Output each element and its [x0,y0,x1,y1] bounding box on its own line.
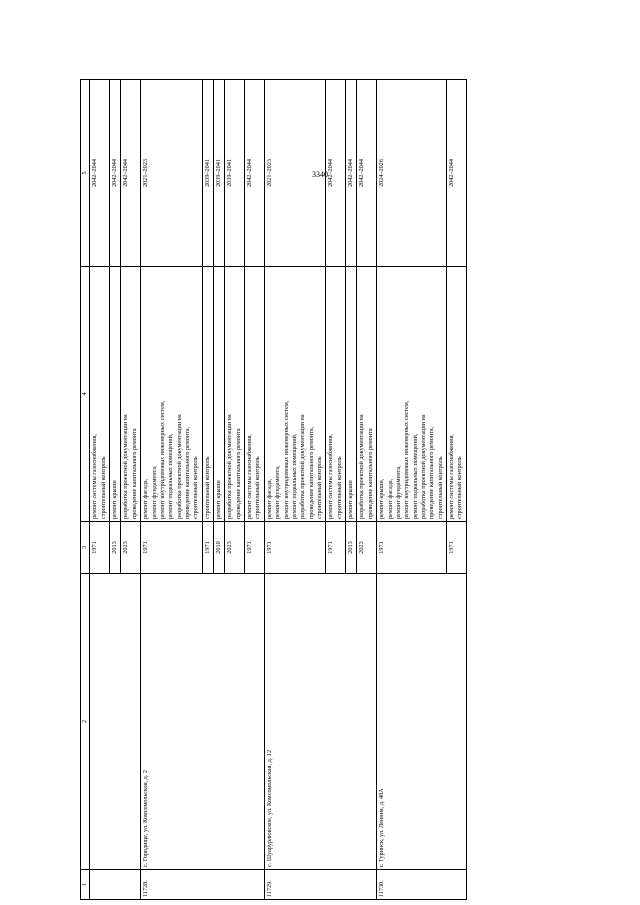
row-number: 11728. [141,870,265,900]
year-cell: 1971 [377,522,447,574]
work-item: ремонт крыши [347,480,355,519]
works-cell [202,267,213,522]
work-item: ремонт фасада, [386,478,394,519]
work-item: ремонт подвальных помещений, [411,433,419,519]
work-item: ремонт фундамента, [394,465,402,519]
row-number: 11729. [264,870,376,900]
work-item: ремонт фундамента, [150,465,158,519]
period-cell: 2042–2044 [245,80,265,267]
year-cell: 2023 [357,522,377,574]
works-cell [141,267,203,522]
building-address: с. Шуарурлювское, ул. Комсомольская, д. 12 [264,574,376,870]
building-address [90,574,141,870]
works-cell [346,267,357,522]
works-cell [225,267,245,522]
header-col-4: 4 [81,267,90,522]
row-number [90,870,141,900]
works-cell [326,267,346,522]
works-cell [121,267,141,522]
work-item: ремонт системы газоснабжения, [448,434,456,519]
work-item: ремонт крыши, [378,478,386,519]
work-item: строительный контроль [436,456,444,519]
work-item: разработка проектной документации на [175,414,183,519]
work-item: ремонт крыши [111,480,119,519]
table-row [377,80,447,900]
work-item: ремонт фасада, [265,478,273,519]
year-cell: 2013 [110,522,121,574]
work-item: проведение капитального ремонта [366,428,374,519]
year-cell: 1971 [264,522,326,574]
period-cell: 2042–2044 [346,80,357,267]
capital-repair-table [80,79,467,900]
work-item: ремонт внутридомовых инженерных систем, [158,400,166,519]
header-col-3: 3 [81,522,90,574]
work-item: проведение капитального ремонта [130,428,138,519]
work-item: разработка проектной документации на [226,414,234,519]
period-cell: 2024–2026 [377,80,447,267]
works-cell [357,267,377,522]
period-cell: 2021–2023 [264,80,326,267]
period-cell: 2042–2044 [326,80,346,267]
work-item: разработка проектной документации на [358,414,366,519]
works-cell [447,267,467,522]
work-item: ремонт внутридомовых инженерных систем, [282,400,290,519]
year-cell: 1971 [447,522,467,574]
work-item: строительный контроль [335,456,343,519]
period-cell: 2039–2041 [225,80,245,267]
header-col-2: 2 [81,574,90,870]
year-cell: 2023 [121,522,141,574]
work-item: разработка проектной документации на [299,414,307,519]
work-item: ремонт подвальных помещений, [290,433,298,519]
works-cell [214,267,225,522]
work-item: проведение капитального ремонта, [307,426,315,519]
period-cell: 2039–2041 [214,80,225,267]
table-row [141,80,203,900]
building-address: с. Городище, ул. Комсомольская, д. 2 [141,574,265,870]
work-item: строительный контроль [203,456,211,519]
rotated-table-frame [80,80,618,900]
work-item: строительный контроль [254,456,262,519]
work-item: разработка проектной документации на [122,414,130,519]
works-cell [245,267,265,522]
works-cell [264,267,326,522]
period-cell: 2042–2044 [121,80,141,267]
period-cell: 2039–2041 [202,80,213,267]
work-item: разработка проектной документации на [419,414,427,519]
header-row [81,80,90,900]
work-item: ремонт системы газоснабжения, [246,434,254,519]
work-item: ремонт внутридомовых инженерных систем, [403,400,411,519]
period-cell: 2042–2044 [357,80,377,267]
row-number: 11730. [377,870,467,900]
work-item: ремонт фасада, [142,478,150,519]
period-cell: 2042–2044 [110,80,121,267]
year-cell: 1971 [141,522,203,574]
year-cell: 1971 [326,522,346,574]
work-item: ремонт системы газоснабжения, [91,434,99,519]
work-item: строительный контроль [99,456,107,519]
year-cell: 1971 [202,522,213,574]
works-cell [90,267,110,522]
work-item: ремонт фундамента, [274,465,282,519]
building-address: г. Туринск, ул. Ленина, д. 48А [377,574,467,870]
header-col-5: 5 [81,80,90,267]
page-number: 3340 [312,170,328,179]
work-item: проведение капитального ремонта, [183,426,191,519]
works-cell [377,267,447,522]
work-item: ремонт системы газоснабжения, [327,434,335,519]
table-row [264,80,326,900]
year-cell: 2010 [214,522,225,574]
year-cell: 2013 [346,522,357,574]
header-col-1: 1 [81,870,90,900]
work-item: проведение капитального ремонта, [428,426,436,519]
work-item: ремонт подвальных помещений, [167,433,175,519]
year-cell: 1971 [245,522,265,574]
period-cell: 2042–2044 [447,80,467,267]
work-item: строительный контроль [456,456,464,519]
work-item: проведение капитального ремонта [234,428,242,519]
table-row [90,80,110,900]
period-cell: 2021–2023 [141,80,203,267]
year-cell: 2023 [225,522,245,574]
work-item: строительный контроль [315,456,323,519]
period-cell: 2042–2044 [90,80,110,267]
table-container [80,80,618,900]
year-cell: 1971 [90,522,110,574]
work-item: строительный контроль [192,456,200,519]
work-item: ремонт крыши [215,480,223,519]
works-cell [110,267,121,522]
